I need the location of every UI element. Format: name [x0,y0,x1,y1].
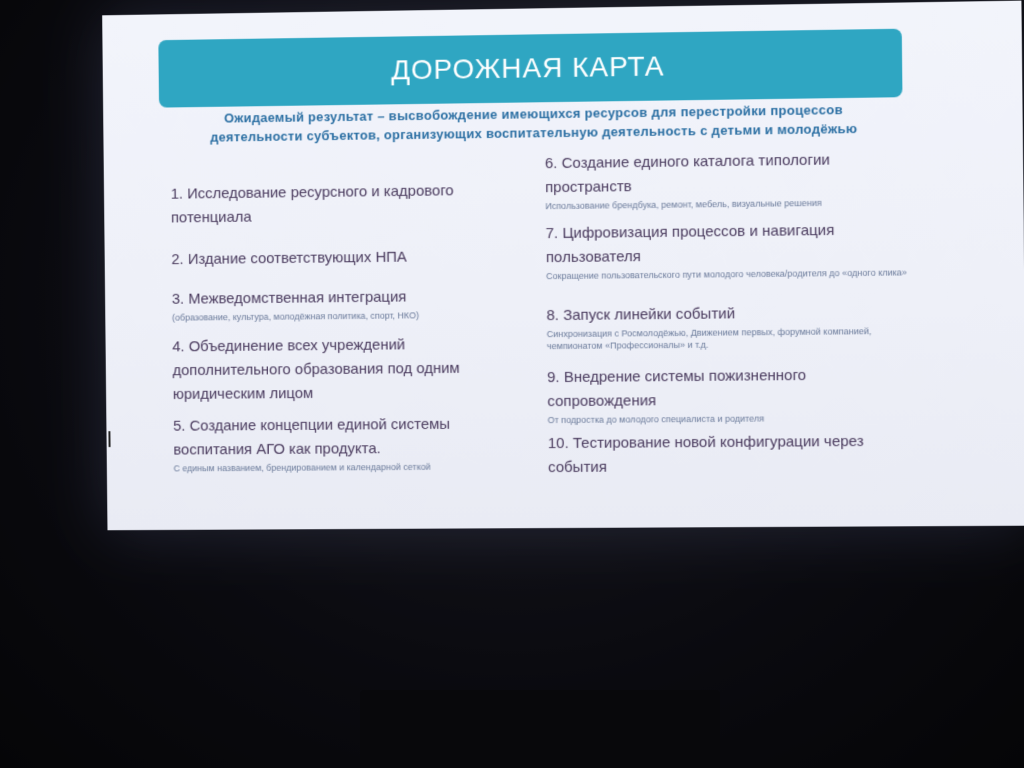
roadmap-item-1 [171,179,508,231]
roadmap-item-note: С единым названием, брендированием и календарной сеткой [173,461,431,474]
slide-subtitle [170,99,899,147]
roadmap-item-note: Использование брендбука, ремонт, мебель, визуальные решения [545,197,822,212]
title-banner [158,29,902,108]
roadmap-item-4 [172,332,509,406]
roadmap-item-text: 7. Цифровизация процессов и навигация пользователя [545,221,835,267]
roadmap-item-6 [545,147,918,212]
roadmap-item-note: Синхронизация с Росмолодёжью, Движением первых, форумной компанией, чемпионатом «Профессионалы» и т.д. [546,326,872,352]
stage-shadow [360,690,720,768]
roadmap-item-3 [172,284,529,323]
roadmap-item-10 [548,429,921,480]
roadmap-item-note: Сокращение пользовательского пути молодого человека/родителя до «одного клика» [546,267,908,282]
projected-slide [102,1,1024,531]
roadmap-item-5 [173,412,530,474]
roadmap-item-7 [546,218,919,282]
roadmap-item-text: 2. Издание соответствующих НПА [171,248,407,269]
roadmap-item-note: От подростка до молодого специалиста и родителя [547,413,765,426]
slide-title: ДОРОЖНАЯ КАРТА [390,50,665,86]
roadmap-item-8 [546,301,919,353]
roadmap-item-text: 5. Создание концепции единой системы воспитания АГО как продукта. [173,415,451,459]
roadmap-item-text: 1. Исследование ресурсного и кадрового потенциала [170,182,454,227]
roadmap-item-text: 3. Межведомственная интеграция [171,288,407,308]
text-cursor [108,431,110,447]
roadmap-item-note: (образование, культура, молодёжная политика, спорт, НКО) [171,310,420,323]
roadmap-item-9 [547,363,920,426]
roadmap-item-text: 9. Внедрение системы пожизненного сопровождения [547,366,807,411]
roadmap-item-text: 10. Тестирование новой конфигурации через события [547,432,864,477]
roadmap-item-2 [171,245,508,272]
subtitle-line-2: деятельности субъектов, организующих воспитательную деятельность с детьми и молодёжью [210,120,858,145]
roadmap-item-text: 6. Создание единого каталога типологии пространств [544,151,831,197]
roadmap-item-text: 4. Объединение всех учреждений дополнительного образования под одним юридическим лицом [172,336,460,403]
roadmap-item-text: 8. Запуск линейки событий [546,305,736,325]
subtitle-line-1: Ожидаемый результат – высвобождение имеющихся ресурсов для перестройки процессов [223,102,843,126]
